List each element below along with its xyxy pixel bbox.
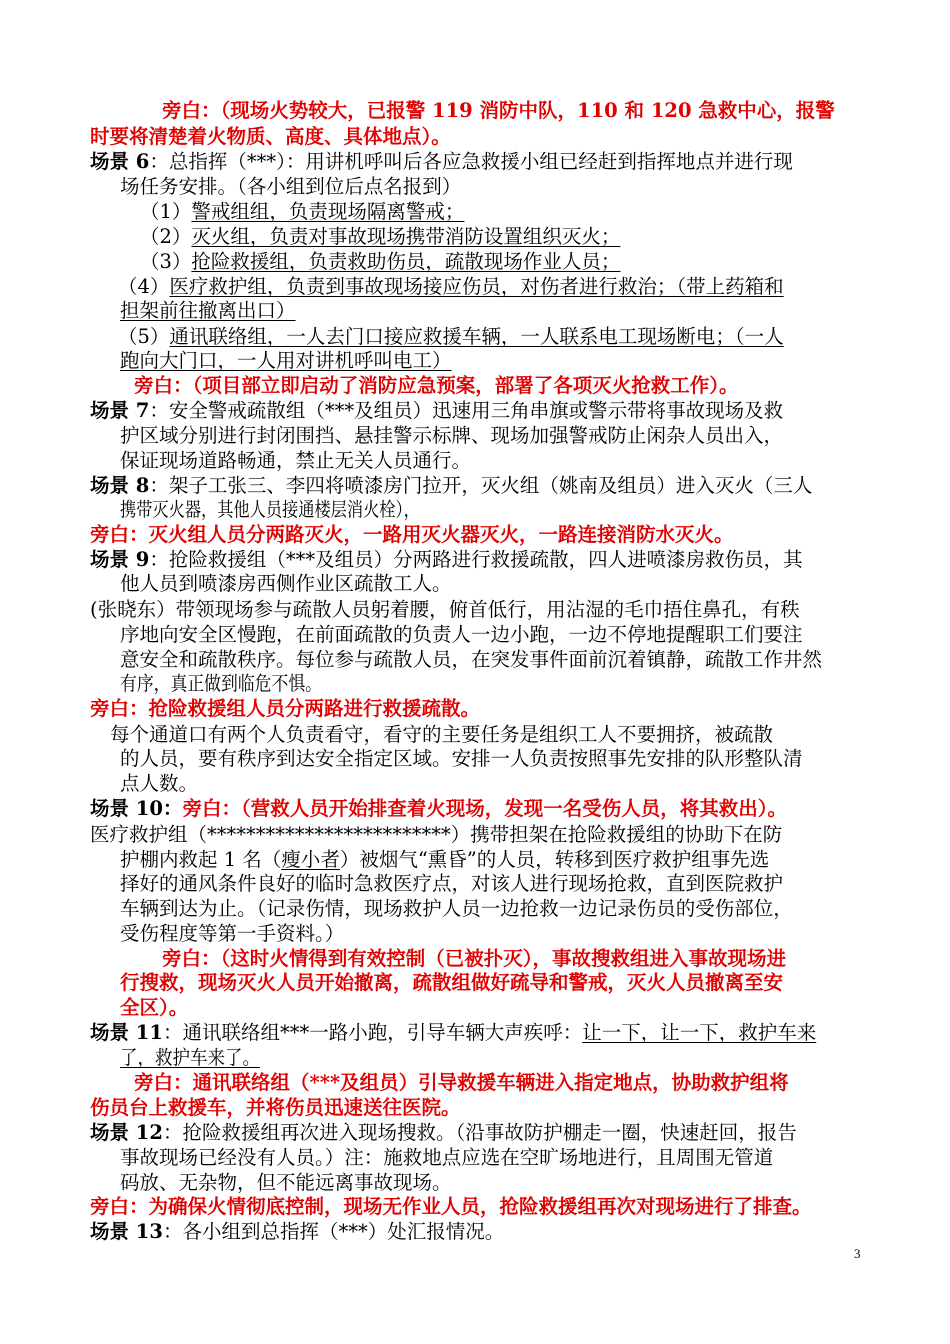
body-text: 码放、无杂物，但不能远离事故现场。 — [120, 1171, 452, 1194]
body-text: 护区域分别进行封闭围挡、悬挂警示标牌、现场加强警戒防止闲杂人员出入， — [120, 424, 784, 447]
text-line — [120, 1145, 862, 1171]
body-text: 点人数。 — [120, 772, 199, 795]
text-line — [110, 722, 862, 748]
body-text: （2） — [140, 225, 192, 248]
text-line — [140, 224, 680, 250]
text-line — [120, 174, 500, 200]
text-line — [118, 324, 862, 350]
text-line — [90, 796, 862, 822]
body-text: 携带灭火器，其他人员接通楼层消火栓）， — [120, 498, 420, 521]
text-line — [90, 696, 522, 722]
scene-label: 场景 6 — [90, 150, 150, 173]
text-line — [90, 1194, 880, 1220]
text-line — [120, 622, 862, 648]
narration-text: 旁白：抢险救援组人员分两路进行救援疏散。 — [90, 697, 481, 720]
narration-text: 全区）。 — [120, 996, 189, 1019]
body-text: 保证现场道路畅通，禁止无关人员通行。 — [120, 449, 472, 472]
underlined-text: 瘦小者 — [281, 848, 340, 871]
body-text: ：抢险救援组再次进入现场搜救。（沿事故防护棚走一圈，快速赶回，报告 — [162, 1121, 797, 1144]
body-text: 的人员，要有秩序到达安全指定区域。安排一人负责按照事先安排的队形整队清 — [120, 747, 803, 770]
body-text: （5） — [118, 325, 170, 348]
body-text: 意安全和疏散秩序。每位参与疏散人员，在突发事件面前沉着镇静，疏散工作井然 — [120, 648, 823, 671]
text-line — [90, 1120, 862, 1146]
scene-label: 场景 12 — [90, 1121, 163, 1144]
narration-text: 旁白：（这时火情得到有效控制（已被扑灭），事故搜救组进入事故现场进 — [162, 947, 787, 970]
body-text: ：各小组到总指挥（***）处汇报情况。 — [162, 1220, 505, 1243]
text-line — [120, 298, 355, 324]
underlined-text: 警戒组组，负责现场隔离警戒； — [191, 200, 465, 223]
text-line — [90, 547, 862, 573]
body-text: 有序，真正做到临危不惧。 — [120, 672, 323, 695]
underlined-text: 跑向大门口，一人用对讲机呼叫电工） — [120, 349, 452, 372]
text-line — [90, 124, 535, 150]
body-text: 场任务安排。（各小组到位后点名报到） — [120, 175, 462, 198]
text-line — [120, 921, 370, 947]
narration-text: 旁白：为确保火情彻底控制，现场无作业人员，抢险救援组再次对现场进行了排查。 — [90, 1195, 812, 1218]
body-text: 车辆到达为止。（记录伤情，现场救护人员一边抢救一边记录伤员的受伤部位， — [120, 897, 793, 920]
text-line — [120, 1045, 261, 1071]
narration-text: 旁白：（现场火势较大，已报警 119 消防中队，110 和 120 急救中心，报警 — [162, 99, 835, 122]
body-text: ：总指挥（***）：用讲机呼叫后各应急救援小组已经赶到指挥地点并进行现 — [149, 150, 793, 173]
narration-text: 伤员台上救援车，并将伤员迅速送往医院。 — [90, 1096, 461, 1119]
body-text: （4） — [118, 275, 170, 298]
text-line — [120, 746, 862, 772]
text-line — [90, 522, 862, 548]
body-text: ：通讯联络组***一路小跑，引导车辆大声疾呼： — [162, 1021, 583, 1044]
text-line — [118, 274, 862, 300]
body-text: 每个通道口有两个人负责看守，看守的主要任务是组织工人不要拥挤，被疏散 — [110, 723, 774, 746]
body-text: 受伤程度等第一手资料。） — [120, 922, 345, 945]
text-line — [120, 647, 862, 673]
underlined-text: 灭火组，负责对事故现场携带消防设置组织灭火； — [191, 225, 621, 248]
body-text: 序地向安全区慢跑，在前面疏散的负责人一边小跑，一边不停地提醒职工们要注 — [120, 623, 803, 646]
text-line — [120, 448, 500, 474]
text-line — [134, 1070, 862, 1096]
text-line — [120, 571, 460, 597]
text-line — [140, 249, 680, 275]
body-text: ：抢险救援组（***及组员）分两路进行救援疏散，四人进喷漆房救伤员，其 — [149, 548, 803, 571]
underlined-text: 让一下，让一下，救护车来 — [582, 1021, 817, 1044]
body-text: 事故现场已经没有人员。）注：施救地点应选在空旷场地进行，且周围无管道 — [120, 1146, 774, 1169]
underlined-text: 了，救护车来了。 — [120, 1046, 261, 1069]
text-line — [120, 896, 862, 922]
underlined-text: 通讯联络组，一人去门口接应救援车辆，一人联系电工现场断电；（一人 — [169, 325, 784, 348]
underlined-text: 抢险救援组，负责救助伤员，疏散现场作业人员； — [191, 250, 621, 273]
text-line — [120, 871, 862, 897]
narration-text: 行搜救，现场灭火人员开始撤离，疏散组做好疏导和警戒，灭火人员撤离至安 — [120, 971, 784, 994]
scene-label: 场景 10： — [90, 797, 183, 820]
text-line — [90, 597, 862, 623]
text-line — [120, 671, 323, 697]
body-text: ）被烟气“熏昏”的人员，转移到医疗救护组事先选 — [339, 848, 770, 871]
text-line — [162, 98, 862, 124]
body-text: (张晓东）带领现场参与疏散人员躬着腰，俯首低行，用沾湿的毛巾捂住鼻孔，有秩 — [90, 598, 800, 621]
text-line — [90, 1020, 862, 1046]
text-line — [120, 348, 502, 374]
scene-label: 场景 11 — [90, 1021, 163, 1044]
text-line — [90, 1095, 482, 1121]
body-text: 护棚内救起 1 名（ — [120, 848, 282, 871]
scene-label: 场景 8 — [90, 474, 150, 497]
text-line — [140, 199, 500, 225]
text-line — [90, 473, 862, 499]
scene-label: 场景 7 — [90, 399, 150, 422]
text-line — [134, 373, 814, 399]
underlined-text: 医疗救护组，负责到事故现场接应伤员，对伤者进行救治；（带上药箱和 — [169, 275, 784, 298]
underlined-text: 担架前往撤离出口） — [120, 299, 296, 322]
narration-text: 旁白：（营救人员开始排查着火现场，发现一名受伤人员，将其救出）。 — [182, 797, 787, 820]
scene-label: 场景 9 — [90, 548, 150, 571]
body-text: 医疗救护组（*************************）携带担架在抢险救援组的协助下在防 — [90, 823, 783, 846]
text-line — [120, 771, 204, 797]
body-text: ：安全警戒疏散组（***及组员）迅速用三角串旗或警示带将事故现场及救 — [149, 399, 784, 422]
text-line — [120, 423, 862, 449]
body-text: 他人员到喷漆房西侧作业区疏散工人。 — [120, 572, 452, 595]
text-line — [90, 1219, 560, 1245]
body-text: ：架子工张三、李四将喷漆房门拉开，灭火组（姚南及组员）进入灭火（三人 — [149, 474, 813, 497]
scene-label: 场景 13 — [90, 1220, 163, 1243]
narration-text: 旁白：（项目部立即启动了消防应急预案，部署了各项灭火抢救工作）。 — [134, 374, 739, 397]
text-line — [120, 847, 862, 873]
body-text: （1） — [140, 200, 192, 223]
text-line — [162, 946, 862, 972]
text-line — [120, 995, 212, 1021]
text-line — [90, 398, 862, 424]
narration-text: 旁白：灭火组人员分两路灭火，一路用灭火器灭火，一路连接消防水灭火。 — [90, 523, 734, 546]
text-line — [90, 822, 862, 848]
text-line — [120, 497, 420, 523]
narration-text: 时要将清楚着火物质、高度、具体地点）。 — [90, 125, 451, 148]
narration-text: 旁白：通讯联络组（***及组员）引导救援车辆进入指定地点，协助救护组将 — [134, 1071, 789, 1094]
text-line — [90, 149, 862, 175]
body-text: （3） — [140, 250, 192, 273]
text-line — [120, 1170, 460, 1196]
body-text: 择好的通风条件良好的临时急救医疗点，对该人进行现场抢救，直到医院救护 — [120, 872, 784, 895]
page-number: 3 — [854, 1246, 861, 1261]
text-line — [120, 970, 862, 996]
